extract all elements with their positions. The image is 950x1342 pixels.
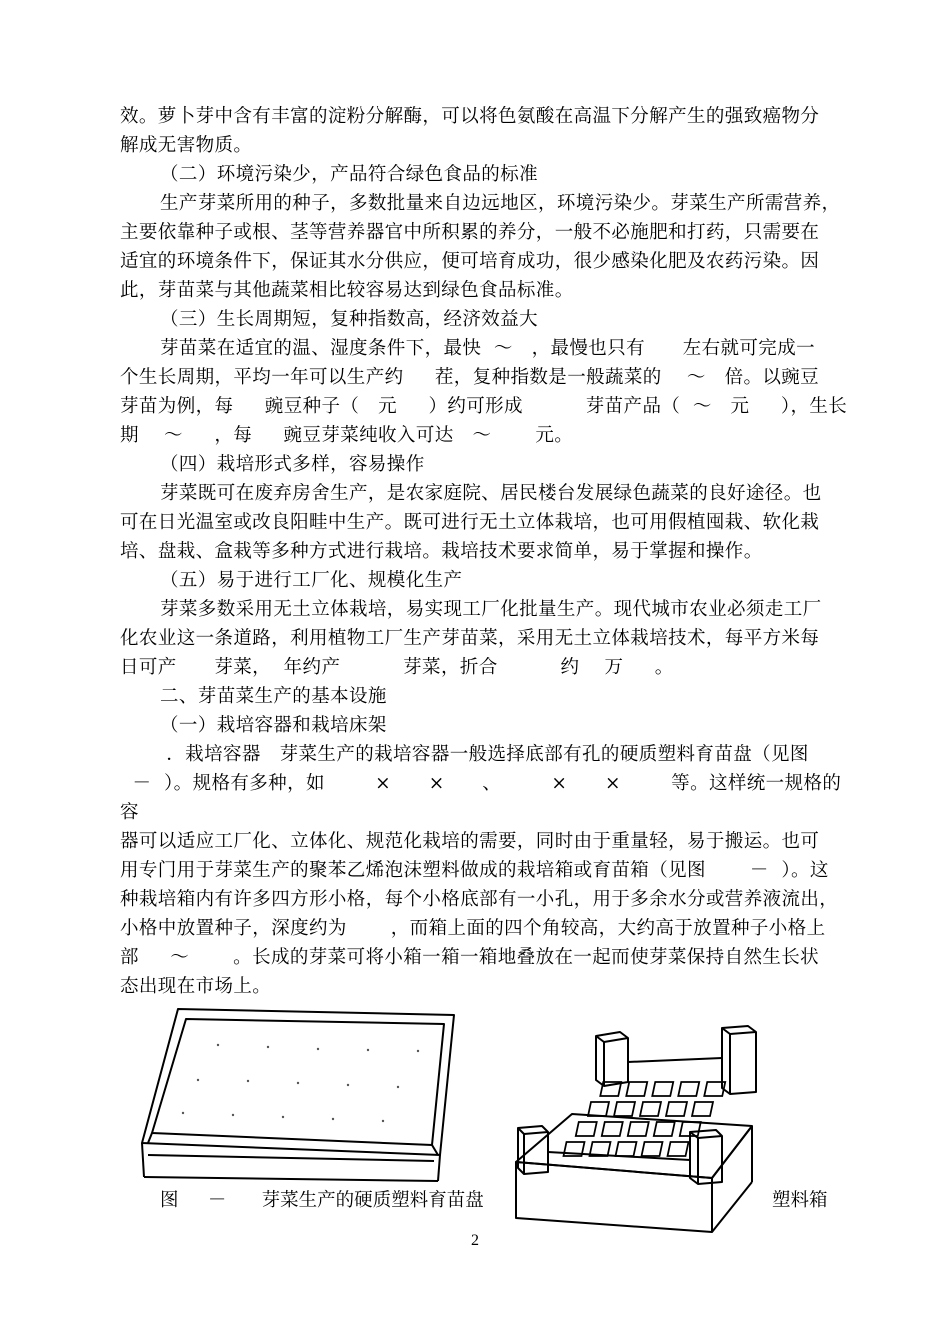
text-line: 小格中放置种子，深度约为 ，而箱上面的四个角较高，大约高于放置种子小格上 (120, 918, 826, 939)
text-line: 器可以适应工厂化、立体化、规范化栽培的需要，同时由于重量轻，易于搬运。也可 (120, 831, 820, 852)
text-line: 期 ～ ，每 豌豆芽菜纯收入可达 ～ 元。 (120, 425, 574, 446)
text-line: 芽苗菜在适宜的温、湿度条件下，最快 ～ ，最慢也只有 左右就可完成一 (160, 338, 815, 359)
text-line: 此，芽苗菜与其他蔬菜相比较容易达到绿色食品标准。 (120, 280, 574, 301)
text-line: 效。萝卜芽中含有丰富的淀粉分解酶，可以将色氨酸在高温下分解产生的强致癌物分 (120, 106, 820, 127)
figure-caption: 塑料箱 (772, 1190, 828, 1211)
text-line: 个生长周期，平均一年可以生产约 茬，复种指数是一般蔬菜的 ～ 倍。以豌豆 (120, 367, 820, 388)
text-line: 部 ～ 。长成的芽菜可将小箱一箱一箱地叠放在一起而使芽菜保持自然生长状 (120, 947, 820, 968)
figure-caption: 图 － 芽菜生产的硬质塑料育苗盘 (160, 1190, 484, 1211)
text-line: 芽菜多数采用无土立体栽培，易实现工厂化批量生产。现代城市农业必须走工厂 (160, 599, 822, 620)
seedling-tray-illustration (138, 1005, 458, 1183)
text-line: 主要依靠种子或根、茎等营养器官中所积累的养分，一般不必施肥和打药，只需要在 (120, 222, 820, 243)
foam-cultivation-box-illustration (512, 1022, 762, 1236)
text-line: ．栽培容器 芽菜生产的栽培容器一般选择底部有孔的硬质塑料育苗盘（见图 (160, 744, 809, 765)
text-line: 用专门用于芽菜生产的聚苯乙烯泡沫塑料做成的栽培箱或育苗箱（见图 － ）。这 (120, 860, 829, 881)
text-line: 日可产 芽菜， 年约产 芽菜，折合 约 万 。 (120, 657, 674, 678)
section-heading: （三）生长周期短，复种指数高，经济效益大 (160, 309, 539, 330)
section-heading: （二）环境污染少，产品符合绿色食品的标准 (160, 164, 539, 185)
section-heading: （一）栽培容器和栽培床架 (160, 715, 387, 736)
text-line: 芽苗为例，每 豌豆种子（ 元 ）约可形成 芽苗产品（ ～ 元 ），生长 (120, 396, 848, 417)
section-heading: （五）易于进行工厂化、规模化生产 (160, 570, 463, 591)
text-line: 生产芽菜所用的种子，多数批量来自边远地区，环境污染少。芽菜生产所需营养， (160, 193, 841, 214)
chapter-heading: 二、芽苗菜生产的基本设施 (160, 686, 387, 707)
section-heading: （四）栽培形式多样，容易操作 (160, 454, 425, 475)
text-line: 态出现在市场上。 (120, 976, 272, 997)
text-line: 芽菜既可在废弃房舍生产，是农家庭院、居民楼台发展绿色蔬菜的良好途径。也 (160, 483, 822, 504)
text-line: 容 (120, 802, 139, 823)
text-line: － ）。规格有多种，如 × × 、 × × 等。这样统一规格的 (120, 773, 842, 794)
page-number: 2 (471, 1232, 479, 1249)
text-line: 适宜的环境条件下，保证其水分供应，便可培育成功，很少感染化肥及农药污染。因 (120, 251, 820, 272)
text-line: 可在日光温室或改良阳畦中生产。既可进行无土立体栽培，也可用假植囤栽、软化栽 (120, 512, 820, 533)
text-line: 化农业这一条道路，利用植物工厂生产芽苗菜，采用无土立体栽培技术，每平方米每 (120, 628, 820, 649)
text-line: 解成无害物质。 (120, 135, 253, 156)
text-line: 培、盘栽、盒栽等多种方式进行栽培。栽培技术要求简单，易于掌握和操作。 (120, 541, 763, 562)
text-line: 种栽培箱内有许多四方形小格，每个小格底部有一小孔，用于多余水分或营养液流出， (120, 889, 839, 910)
